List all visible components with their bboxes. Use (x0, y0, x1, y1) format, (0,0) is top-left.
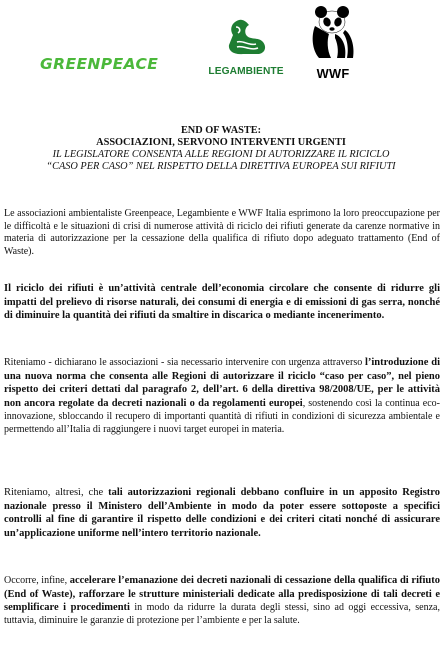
greenpeace-logo (40, 54, 166, 74)
paragraph-regional-norm (4, 356, 440, 436)
paragraph-intro: Le associazioni ambientaliste Greenpeace, Legambiente e WWF Italia esprimono la loro preoccupazione per le difficoltà e le situazioni di crisi di numerose attività di riciclo dei rifiuti generate da carenze normative in materia di autorizzazione per la cessazione della qualifica di rifiuto dopo adeguato trattamento (End of Waste). (4, 208, 440, 258)
paragraph-recycling: Il riciclo dei rifiuti è un’attività centrale dell’economia circolare che consente di ridurre gli impatti del prelievo di risorse naturali, dei consumi di energia e di emissioni di gas serra, nonché di diminuire la quantità dei rifiuti da smaltire in discarica o mediante incenerimento. (4, 283, 440, 321)
legambiente-swan-icon (223, 18, 269, 56)
title-line-2: ASSOCIAZIONI, SERVONO INTERVENTI URGENTI (96, 137, 346, 148)
greenpeace-logo-text: GREENPEACE (40, 55, 159, 73)
wwf-logo-text: WWF (316, 66, 350, 81)
panda-icon (309, 4, 357, 60)
paragraph-registry (4, 486, 440, 540)
paragraph-decrees-bold: accelerare l’emanazione dei decreti nazionali di cessazione della qualifica di rifiuto (End of Waste), rafforzare le strutture ministeriali dedicate alla predisposizione di tali decreti e semplificare i procedimenti (4, 575, 440, 614)
legambiente-logo-text: LEGAMBIENTE (208, 66, 284, 77)
wwf-logo (306, 4, 360, 80)
paragraph-registry-bold: tali autorizzazioni regionali debbano confluire in un apposito Registro nazionale presso il Ministero dell’Ambiente in modo da poter essere sottoposte a specifici controlli al fine di garantire il rispetto delle condizioni e dei criteri citati nonché di assicurare un’applicazione uniforme nell’intero territorio nazionale. (4, 487, 440, 539)
subtitle-line-1: IL LEGISLATORE CONSENTA ALLE REGIONI DI AUTORIZZARE IL RICICLO (52, 149, 390, 160)
paragraph-registry-text-a: Riteniamo, altresì, che (4, 487, 109, 498)
paragraph-decrees (4, 574, 440, 628)
paragraph-decrees-text-a: Occorre, infine, (4, 575, 70, 586)
paragraph-decrees-text-c: in modo da ridurre la durata degli stessi, sino ad oggi eccessiva, senza, tuttavia, diminuire le garanzie di protezione per l’ambiente e per la salute. (4, 602, 440, 627)
subtitle-line-2: “CASO PER CASO” NEL RISPETTO DELLA DIRETTIVA EUROPEA SUI RIFIUTI (46, 161, 396, 172)
paragraph-regional-norm-bold: l’introduzione di una nuova norma che consenta alle Regioni di autorizzare il riciclo “caso per caso”, nel pieno rispetto dei criteri dettati dal paragrafo 2, dell’art. 6 della direttiva 98/2008/UE, per le attività non ancora regolate da decreti nazionali o da regolamenti europei (4, 357, 440, 410)
paragraph-regional-norm-text-a: Riteniamo - dichiarano le associazioni - sia necessario intervenire con urgenza attraverso (4, 357, 365, 368)
paragraph-regional-norm-text-c: , sostenendo così la continua eco-innovazione, sbloccando il recupero di importanti quantità di rifiuti in condizioni di sicurezza ambientale e permettendo all’Italia di raggiungere i nuovi target europei in materia. (4, 398, 440, 435)
title-line-1: END OF WASTE: (180, 125, 262, 136)
legambiente-logo (206, 18, 286, 80)
